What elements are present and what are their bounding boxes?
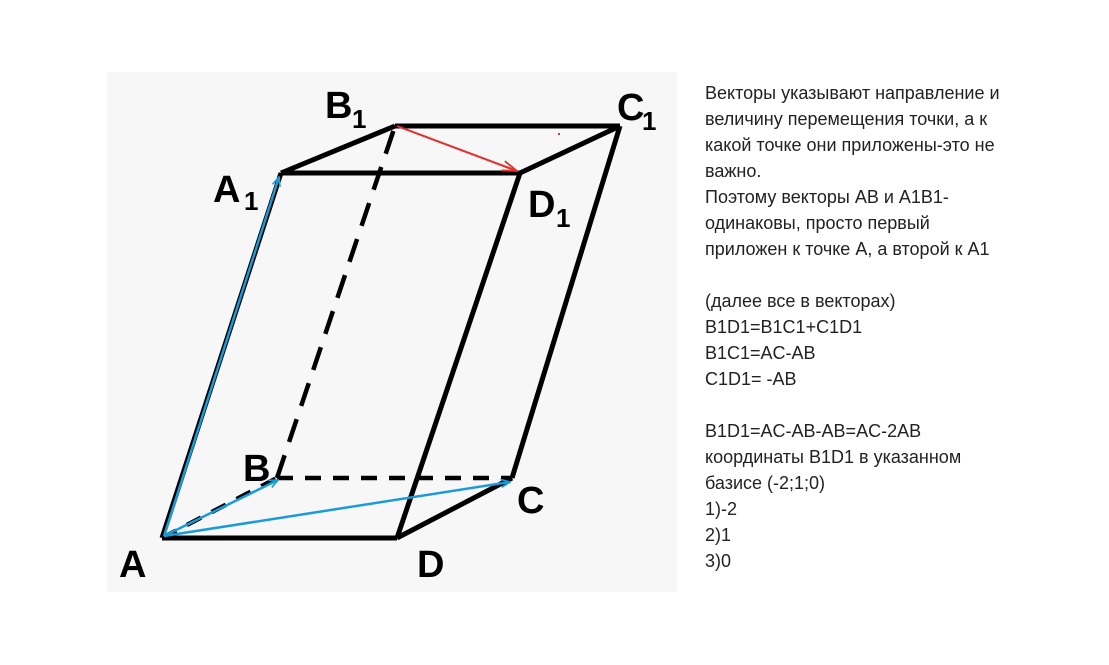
- vector-B1D1: [397, 126, 517, 171]
- explanation-line: (далее все в векторах): [705, 291, 896, 311]
- label-C1: [617, 87, 656, 136]
- explanation-line: базисе (-2;1;0): [705, 473, 826, 493]
- explanation-line: приложен к точке A, а второй к A1: [705, 239, 990, 259]
- explanation-line: [705, 262, 1105, 288]
- svg-text:D: D: [417, 544, 445, 586]
- explanation-line: B1C1=AC-AB: [705, 343, 816, 363]
- svg-text:1: 1: [244, 186, 259, 216]
- edge-BB1-hidden: [277, 126, 395, 478]
- explanation-line: величину перемещения точки, а к: [705, 109, 988, 129]
- label-B: [243, 448, 270, 490]
- label-D1: [528, 184, 570, 233]
- explanation-line: одинаковы, просто первый: [705, 213, 930, 233]
- explanation-line: какой точке они приложены-это не: [705, 135, 995, 155]
- label-C: [517, 480, 544, 522]
- label-A: [119, 544, 146, 586]
- label-A1: [213, 169, 258, 216]
- explanation-line: B1D1=B1C1+C1D1: [705, 317, 863, 337]
- explanation-line: 1)-2: [705, 499, 738, 519]
- label-D: [417, 544, 444, 586]
- svg-text:D: D: [528, 184, 556, 226]
- svg-text:1: 1: [556, 203, 571, 233]
- label-B1: [325, 85, 366, 134]
- svg-text:A: A: [213, 169, 241, 211]
- svg-text:C: C: [517, 480, 545, 522]
- red-dot-mark: [558, 133, 560, 135]
- svg-text:B: B: [243, 448, 271, 490]
- edge-A1B1: [281, 126, 395, 173]
- explanation-text: [705, 80, 1105, 574]
- edge-CC1: [512, 126, 620, 478]
- svg-text:B: B: [325, 85, 353, 127]
- explanation-line: координаты B1D1 в указанном: [705, 447, 962, 467]
- explanation-line: Векторы указывают направление и: [705, 83, 1000, 103]
- svg-text:1: 1: [642, 106, 657, 136]
- explanation-line: Поэтому векторы AB и A1B1-: [705, 187, 949, 207]
- svg-text:A: A: [119, 544, 147, 586]
- explanation-line: B1D1=AC-AB-AB=AC-2AB: [705, 421, 922, 441]
- explanation-line: C1D1= -AB: [705, 369, 797, 389]
- explanation-line: важно.: [705, 161, 762, 181]
- edge-D1C1: [520, 126, 620, 173]
- svg-text:C: C: [617, 87, 645, 129]
- explanation-line: 3)0: [705, 551, 732, 571]
- svg-text:1: 1: [352, 104, 367, 134]
- explanation-line: [705, 392, 1105, 418]
- explanation-line: 2)1: [705, 525, 732, 545]
